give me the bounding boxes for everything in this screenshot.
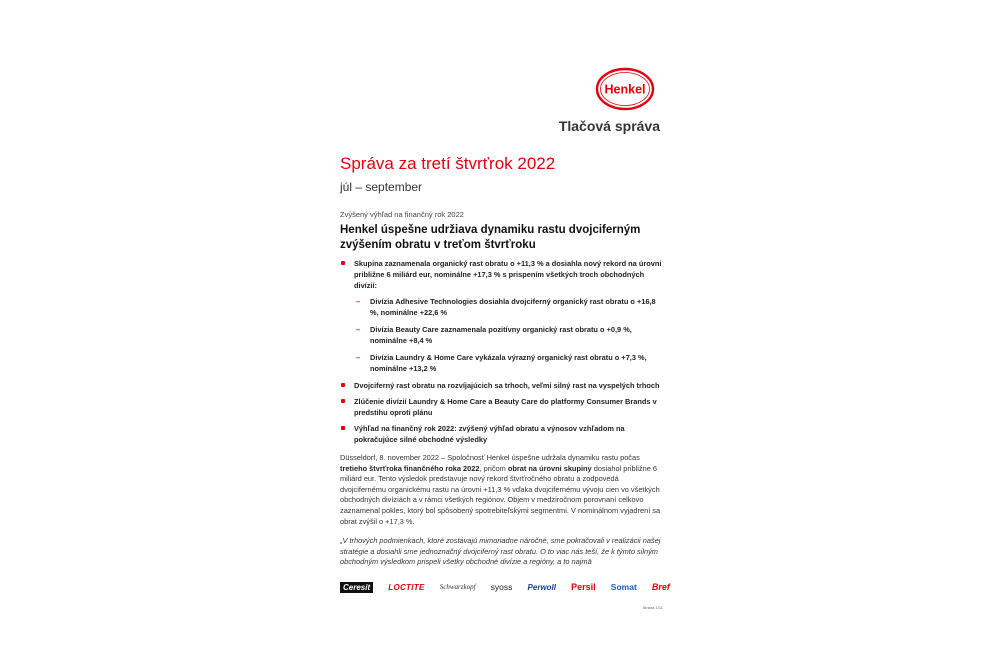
press-release-page: [320, 55, 675, 620]
bullet-marker: [341, 399, 345, 403]
bullet-marker: [341, 261, 345, 265]
bullet-marker: [341, 426, 345, 430]
loctite-logo: LOCTITE: [388, 582, 425, 592]
dash-marker: –: [356, 297, 361, 306]
bullet-text: Skupina zaznamenala organický rast obratu o +11,3 % a dosiahla nový rekord na úrovni približne 6 miliárd eur, nominálne +17,3 % s prispením všetkých troch obchodných divízií:: [354, 259, 662, 290]
dash-marker: –: [356, 325, 361, 334]
body-text-2: , pričom: [479, 463, 506, 473]
persil-logo: Persil: [571, 582, 596, 592]
bullet-text: Výhľad na finančný rok 2022: zvýšený výhľad obratu a výnosov vzhľadom na pokračujúce silné obchodné výsledky: [354, 424, 625, 444]
bullet-text: Dvojciferný rast obratu na rozvíjajúcich sa trhoch, veľmi silný rast na vyspelých trhoch: [354, 381, 660, 390]
highlights-list: [340, 258, 665, 450]
bullet-item: [340, 258, 665, 291]
body-bold-1: tretieho štvrťroka finančného roka 2022: [340, 463, 480, 473]
ceresit-logo: Ceresit: [340, 582, 373, 593]
document-type: Tlačová správa: [558, 118, 660, 134]
henkel-logo: [595, 67, 655, 111]
perwoll-logo: Perwoll: [527, 582, 556, 592]
syoss-logo: syoss: [490, 582, 513, 592]
bullet-marker: [341, 383, 345, 387]
brand-logos-row: [340, 578, 670, 596]
logo-text: Henkel: [604, 82, 646, 97]
page-number: Strana 1/11: [642, 605, 663, 610]
bullet-item: [340, 396, 665, 418]
kicker-line: Zvýšený výhľad na finančný rok 2022: [340, 210, 464, 219]
body-text-1: Düsseldorf, 8. november 2022 – Spoločnosť Henkel úspešne udržala dynamiku rastu počas: [340, 453, 640, 462]
bullet-text: Zlúčenie divízií Laundry & Home Care a Beauty Care do platformy Consumer Brands v predstihu oproti plánu: [354, 397, 657, 417]
sub-bullet-item: [340, 352, 665, 374]
bref-logo: Bref: [651, 582, 670, 592]
report-title: Správa za tretí štvrťrok 2022: [340, 154, 556, 173]
bullet-item: [340, 380, 665, 391]
sub-bullet-text: Divízia Beauty Care zaznamenala pozitívny organický rast obratu o +0,9 %, nominálne +8,4 %: [370, 325, 632, 345]
quote-paragraph: „V trhových podmienkach, ktoré zostávajú mimoriadne náročné, sme pokračovali v realizácii našej stratégie a dosiahli sme jednoznačný dvojciferný rast obratu. O to viac nás teší, že k týmto silným obchodným výsledkom prispeli všetky obchodné divízie a regióny, a to najmä: [340, 536, 661, 567]
headline: Henkel úspešne udržiava dynamiku rastu dvojciferným zvýšením obratu v treťom štvrťroku: [340, 224, 641, 251]
sub-bullet-text: Divízia Laundry & Home Care vykázala výrazný organický rast obratu o +7,3 %, nominálne +13,2 %: [370, 353, 647, 373]
schwarzkopf-logo: Schwarzkopf: [439, 583, 476, 591]
somat-logo: Somat: [610, 582, 637, 592]
sub-bullet-item: [340, 324, 665, 346]
report-period: júl – september: [340, 180, 423, 194]
body-bold-2: obrat na úrovni skupiny: [507, 463, 592, 473]
body-text-4: približne 6 miliárd eur. Tento výsledok predstavuje nový rekord štvrťročného obratu a zodpovedá dvojcifernému organickému rastu na úrovni +11,3 % vďaka dvojcifernému vývoju cien vo všetkých obchodných divíziách a v rámci všetkých regiónov. Objem v medziročnom porovnaní celkovo zaznamenal pokles, ktorý bol spôsobený spotrebiteľskými segmentmi. V nominálnom vyjadrení sa obrat zvýšil o +17,3 %.: [340, 463, 661, 526]
dash-marker: –: [356, 353, 361, 362]
sub-bullet-text: Divízia Adhesive Technologies dosiahla dvojciferný organický rast obratu o +16,8 %, nominálne +22,6 %: [370, 297, 656, 317]
bullet-item: [340, 423, 665, 445]
body-paragraph: [340, 453, 665, 527]
sub-bullet-item: [340, 296, 665, 318]
body-text-3: dosiahol: [593, 463, 622, 473]
